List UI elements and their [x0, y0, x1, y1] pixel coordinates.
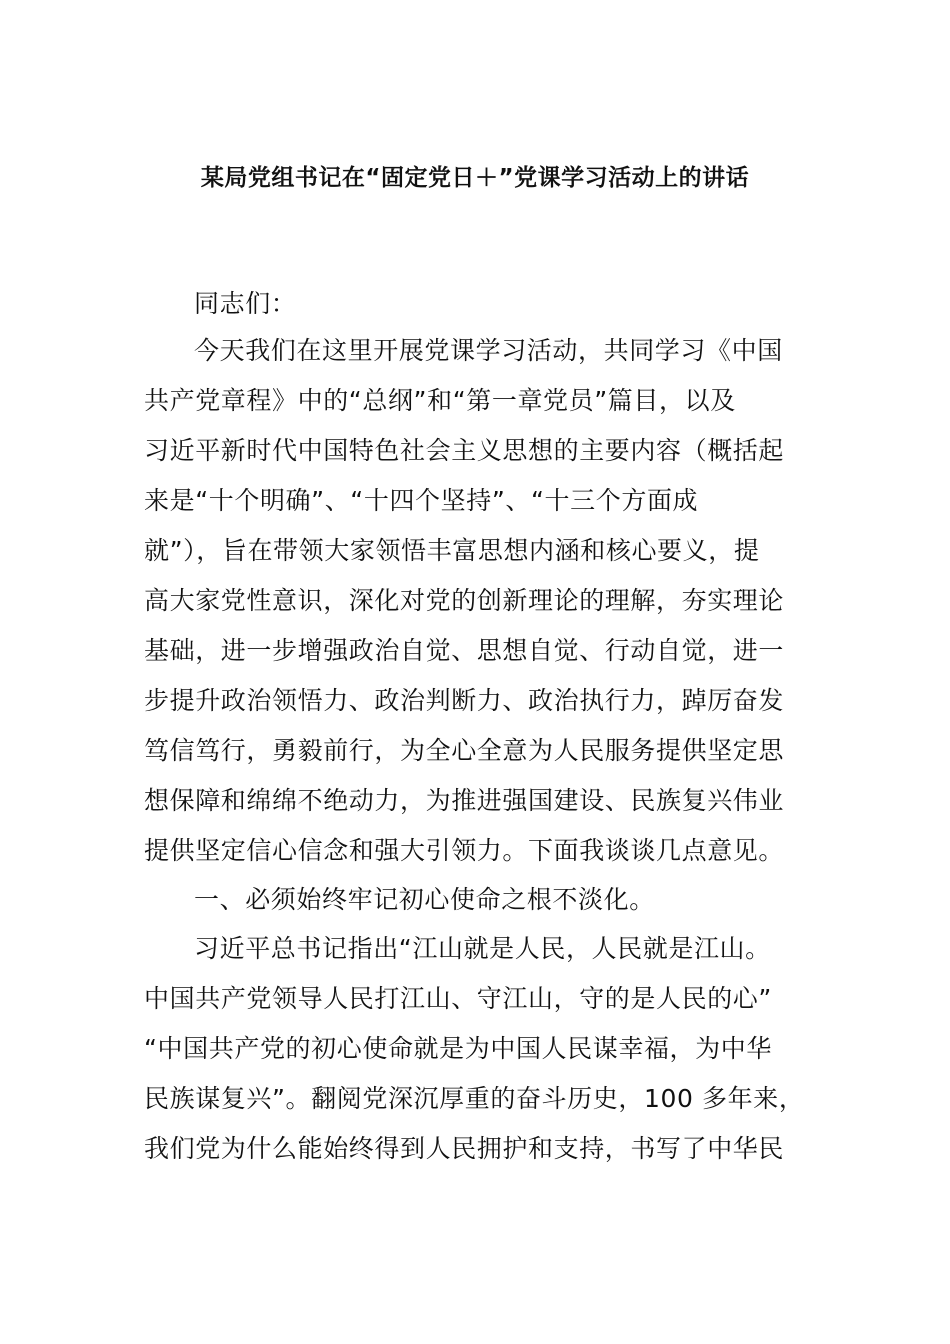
paragraph-line: 提供坚定信心信念和强大引领力。下面我谈谈几点意见。: [144, 836, 785, 865]
paragraph-line: 步提升政治领悟力、政治判断力、政治执行力，踔厉奋发: [144, 686, 785, 715]
paragraph-line: 今天我们在这里开展党课学习活动，共同学习《中国: [194, 336, 783, 365]
paragraph-line: 习近平新时代中国特色社会主义思想的主要内容（概括起: [144, 436, 785, 465]
paragraph-line: 我们党为什么能始终得到人民拥护和支持，书写了中华民: [144, 1134, 785, 1163]
paragraph-line: “中国共产党的初心使命就是为中国人民谋幸福，为中华: [144, 1034, 772, 1063]
paragraph-line: 中国共产党领导人民打江山、守江山，守的是人民的心”: [144, 984, 772, 1013]
paragraph-line: 笃信笃行，勇毅前行，为全心全意为人民服务提供坚定思: [144, 736, 785, 765]
paragraph-line: 高大家党性意识，深化对党的创新理论的理解，夯实理论: [144, 586, 785, 615]
salutation-line: 同志们：: [194, 289, 297, 318]
section-heading: 一、必须始终牢记初心使命之根不淡化。: [194, 885, 655, 914]
paragraph-line: 习近平总书记指出“江山就是人民，人民就是江山。: [194, 934, 771, 963]
paragraph-line: 想保障和绵绵不绝动力，为推进强国建设、民族复兴伟业: [144, 786, 785, 815]
paragraph-line: 民族谋复兴”。翻阅党深沉厚重的奋斗历史，100 多年来，: [144, 1084, 805, 1113]
paragraph-line: 基础，进一步增强政治自觉、思想自觉、行动自觉，进一: [144, 636, 785, 665]
paragraph-line: 来是“十个明确”、“十四个坚持”、“十三个方面成: [144, 486, 699, 515]
document-title: 某局党组书记在“固定党日＋”党课学习活动上的讲话: [200, 165, 750, 191]
paragraph-line: 就”），旨在带领大家领悟丰富思想内涵和核心要义，提: [144, 536, 760, 565]
paragraph-line: 共产党章程》中的“总纲”和“第一章党员”篇目，以及: [144, 386, 736, 415]
